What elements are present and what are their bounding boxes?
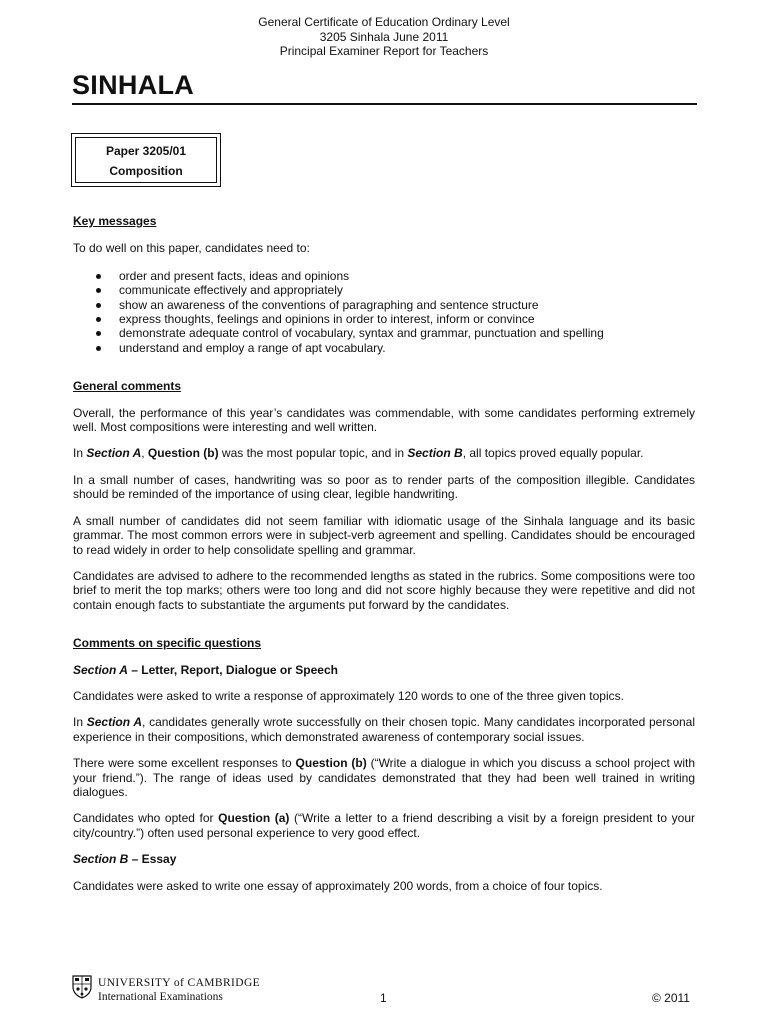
header-line-report-type: Principal Examiner Report for Teachers: [279, 44, 489, 58]
paper-info-box: [71, 133, 221, 187]
university-crest-icon: [72, 975, 92, 999]
bullet-icon: [96, 346, 101, 351]
key-messages-heading: Key messages: [73, 214, 157, 228]
list-item: order and present facts, ideas and opinions: [73, 269, 695, 283]
general-comments-paragraph-2: In Section A, Question (b) was the most popular topic, and in Section B, all topics proved equally popular.: [73, 446, 644, 461]
general-comments-heading: General comments: [73, 379, 182, 394]
paper-info-box-inner: [75, 137, 217, 183]
specific-questions-heading: Comments on specific questions: [73, 636, 262, 651]
section-b-ref: Section B: [407, 446, 463, 461]
section-a-paragraph-4: Candidates who opted for Question (a) (“Write a letter to a friend describing a visit by a foreign president to your city/country.”) often used personal experience to very good effect.: [73, 811, 695, 840]
key-messages-list: [73, 269, 695, 355]
logo-division-name: International Examinations: [98, 991, 223, 1003]
page-header: [0, 15, 768, 59]
report-body: [73, 214, 695, 893]
paper-name: Composition: [109, 164, 183, 178]
list-item: understand and employ a range of apt vocabulary.: [73, 341, 695, 355]
bullet-icon: [96, 288, 101, 293]
section-a-ref: Section A: [86, 446, 142, 461]
section-a-heading: Section A – Letter, Report, Dialogue or Speech: [73, 662, 338, 677]
cambridge-logo: [72, 973, 262, 1005]
bullet-icon: [96, 331, 101, 336]
copyright-notice: © 2011: [652, 991, 690, 1005]
section-b-paragraph-1: Candidates were asked to write one essay of approximately 200 words, from a choice of four topics.: [73, 878, 603, 893]
section-a-paragraph-1: Candidates were asked to write a response of approximately 120 words to one of the three given topics.: [73, 688, 624, 703]
subject-title: SINHALA: [72, 70, 195, 100]
logo-university-name: UNIVERSITY of CAMBRIDGE: [98, 977, 261, 989]
section-b-heading: Section B – Essay: [73, 852, 177, 867]
paper-number: Paper 3205/01: [105, 144, 187, 158]
section-a-paragraph-2: In Section A, candidates generally wrote successfully on their chosen topic. Many candidates incorporated personal experience in their compositions, which demonstrated awareness of contemporary social issues.: [73, 715, 696, 744]
question-b-ref: Question (b): [147, 446, 219, 461]
section-a-paragraph-3: There were some excellent responses to Question (b) (“Write a dialogue in which you discuss a school project with your friend.”). The range of ideas used by candidates demonstrated that they had been well trained in writing dialogues.: [73, 756, 695, 799]
general-comments-paragraph-3: In a small number of cases, handwriting was so poor as to render parts of the composition illegible. Candidates should be reminded of the importance of using clear, legible handwriting.: [73, 472, 695, 502]
general-comments-paragraph-1: Overall, the performance of this year’s candidates was commendable, with some candidates performing extremely well. Most compositions were interesting and well written.: [73, 405, 695, 435]
general-comments-paragraph-4: A small number of candidates did not seem familiar with idiomatic usage of the Sinhala language and its basic grammar. The most common errors were in subject-verb agreement and spelling. Candidates should be encouraged to read widely in order to help consolidate spelling and grammar.: [73, 513, 695, 557]
list-item: demonstrate adequate control of vocabulary, syntax and grammar, punctuation and spelling: [73, 326, 695, 340]
bullet-icon: [96, 274, 101, 279]
section-a-ref: Section A: [86, 715, 143, 730]
key-messages-intro: To do well on this paper, candidates need to:: [73, 241, 310, 256]
header-line-syllabus: 3205 Sinhala June 2011: [319, 29, 449, 44]
header-line-qualification: General Certificate of Education Ordinary Level: [258, 15, 510, 29]
title-divider: [72, 103, 697, 105]
list-item: show an awareness of the conventions of paragraphing and sentence structure: [73, 298, 695, 312]
list-item: communicate effectively and appropriately: [73, 283, 695, 297]
question-a-ref: Question (a): [218, 811, 290, 826]
general-comments-paragraph-5: Candidates are advised to adhere to the recommended lengths as stated in the rubrics. Some compositions were too brief to merit the top marks; others were too long and did not score highly because they were repetitive and did not contain enough facts to substantiate the arguments put forward by the candidates.: [73, 568, 695, 612]
bullet-icon: [96, 303, 101, 308]
bullet-icon: [96, 317, 101, 322]
question-b-ref: Question (b): [295, 756, 367, 771]
page-number: 1: [380, 991, 387, 1005]
list-item: express thoughts, feelings and opinions in order to interest, inform or convince: [73, 312, 695, 326]
